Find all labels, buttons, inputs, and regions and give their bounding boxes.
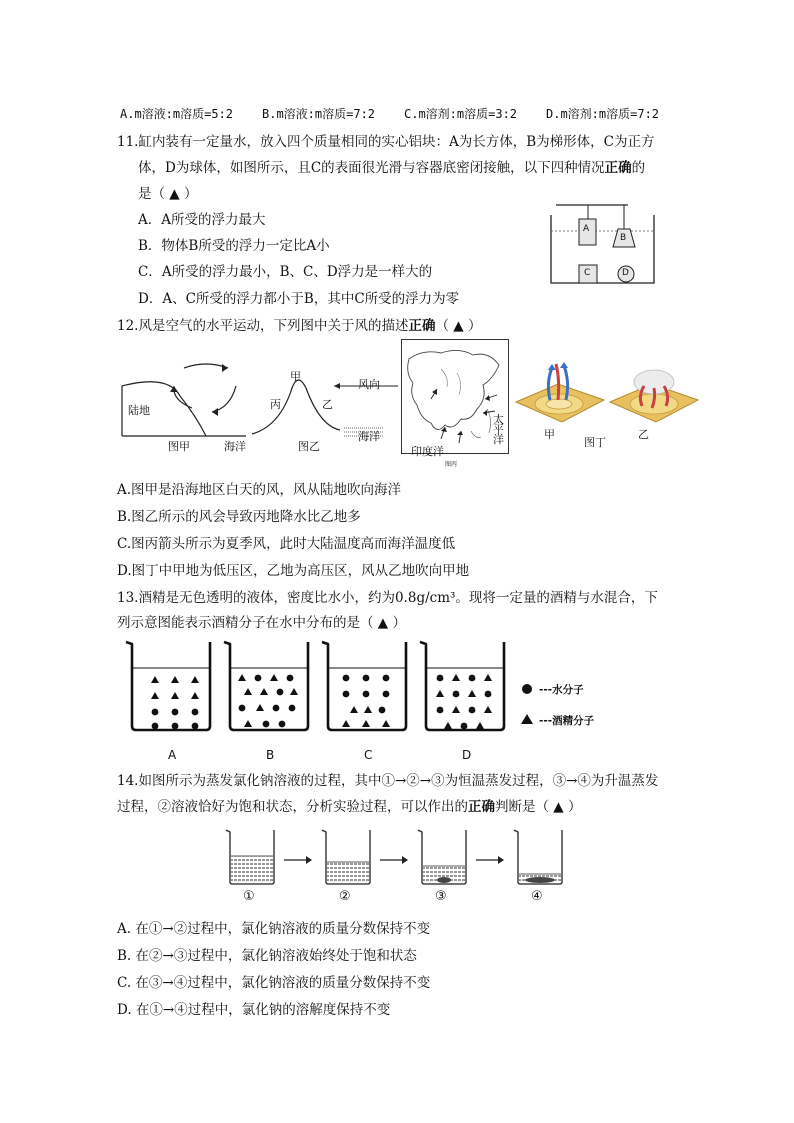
q12-jia-caption: 图甲: [168, 440, 190, 453]
q11-tank-figure: [548, 195, 658, 287]
q10-option-d: D.m溶剂:m溶质=7:2: [546, 107, 660, 121]
q11-label-c: C: [584, 268, 591, 278]
q12-figure-ding: [514, 352, 704, 452]
q12-stem: 12.风是空气的水平运动，下列图中关于风的描述正确（ ▲ ）: [117, 318, 482, 334]
q12-option-d: D.图丁中甲地为低压区，乙地为高压区，风从乙地吹向甲地: [117, 563, 470, 579]
q10-option-c: C.m溶剂:m溶质=3:2: [404, 107, 518, 121]
q11-stem-line3: 是（ ▲ ）: [138, 186, 198, 202]
q12-option-a: A.图甲是沿海地区白天的风，风从陆地吹向海洋: [117, 482, 402, 498]
q12-bing-ocean1: 太平洋: [493, 413, 504, 446]
q12-option-c: C.图丙箭头所示为夏季风，此时大陆温度高而海洋温度低: [117, 536, 456, 552]
water-molecule-icon: [522, 684, 532, 694]
q13-stem-line2: 列示意图能表示酒精分子在水中分布的是（ ▲ ）: [117, 615, 406, 631]
q13-legend-alcohol: ---酒精分子: [539, 715, 595, 727]
q11-option-b: B．物体B所受的浮力一定比A小: [138, 238, 330, 254]
q14-stem-line2: 过程，②溶液恰好为饱和状态，分析实验过程，可以作出的正确判断是（ ▲ ）: [117, 799, 582, 815]
q14-step-4: ④: [531, 889, 543, 904]
alcohol-molecule-icon: [521, 714, 533, 724]
q12-jia-sea: 海洋: [224, 440, 246, 453]
q12-yi-right: 乙: [322, 398, 333, 411]
q12-yi-wind: 风向: [358, 378, 380, 391]
q12-option-b: B.图乙所示的风会导致丙地降水比乙地多: [117, 509, 361, 525]
q14-option-b: B. 在②→③过程中，氯化钠溶液始终处于饱和状态: [117, 948, 417, 964]
q12-ding-right: 乙: [638, 428, 649, 441]
q13-beakers: [120, 638, 520, 738]
q11-option-c: C．A所受的浮力最小，B、C、D浮力是一样大的: [138, 264, 433, 280]
q11-label-a: A: [583, 224, 590, 234]
q12-ding-left: 甲: [544, 428, 555, 441]
q11-stem-line2: 体，D为球体，如图所示，且C的表面很光滑与容器底密闭接触，以下四种情况正确的: [138, 160, 646, 176]
q14-step-1: ①: [243, 889, 255, 904]
q11-label-b: B: [620, 233, 627, 243]
q13-beaker-label-b: B: [266, 748, 275, 762]
q11-option-a: A．A所受的浮力最大: [138, 212, 266, 228]
q13-stem-line1: 13.酒精是无色透明的液体，密度比水小，约为0.8g/cm³。现将一定量的酒精与水混合，下: [117, 590, 658, 606]
q14-step-2: ②: [339, 889, 351, 904]
q12-figure-jia: [118, 356, 248, 453]
q10-option-b: B.m溶液:m溶质=7:2: [262, 107, 376, 121]
q11-option-d: D．A、C所受的浮力都小于B，其中C所受的浮力为零: [138, 291, 460, 307]
q11-label-d: D: [622, 268, 629, 278]
q12-jia-land: 陆地: [128, 404, 150, 417]
q14-option-a: A. 在①→②过程中，氯化钠溶液的质量分数保持不变: [117, 921, 431, 937]
q12-yi-top: 甲: [290, 370, 301, 383]
q12-yi-sea: 海洋: [358, 430, 380, 443]
q14-step-3: ③: [435, 889, 447, 904]
q11-stem-line1: 11.缸内装有一定量水，放入四个质量相同的实心铝块：A为长方体，B为梯形体，C为正方: [117, 134, 655, 150]
q13-legend-water: ---水分子: [539, 684, 584, 696]
q13-beaker-label-c: C: [364, 748, 373, 762]
q12-yi-left: 丙: [270, 398, 281, 411]
q12-yi-caption: 图乙: [298, 440, 320, 453]
q10-option-a: A.m溶液:m溶质=5:2: [120, 107, 234, 121]
q12-figure-bing: [401, 339, 509, 469]
q14-evaporation-figure: [222, 826, 572, 888]
q12-bing-ocean2: 印度洋: [411, 445, 444, 458]
q13-beaker-label-d: D: [462, 748, 472, 762]
q14-stem-line1: 14.如图所示为蒸发氯化钠溶液的过程，其中①→②→③为恒温蒸发过程，③→④为升温蒸发: [117, 773, 659, 789]
q12-figure-yi: [250, 366, 398, 452]
q13-beaker-label-a: A: [168, 748, 177, 762]
q14-option-d: D. 在①→④过程中，氯化钠的溶解度保持不变: [117, 1002, 391, 1018]
q12-ding-caption: 图丁: [584, 436, 606, 449]
q14-option-c: C. 在③→④过程中，氯化钠溶液的质量分数保持不变: [117, 975, 431, 991]
q12-bing-caption: 图丙: [445, 461, 458, 468]
